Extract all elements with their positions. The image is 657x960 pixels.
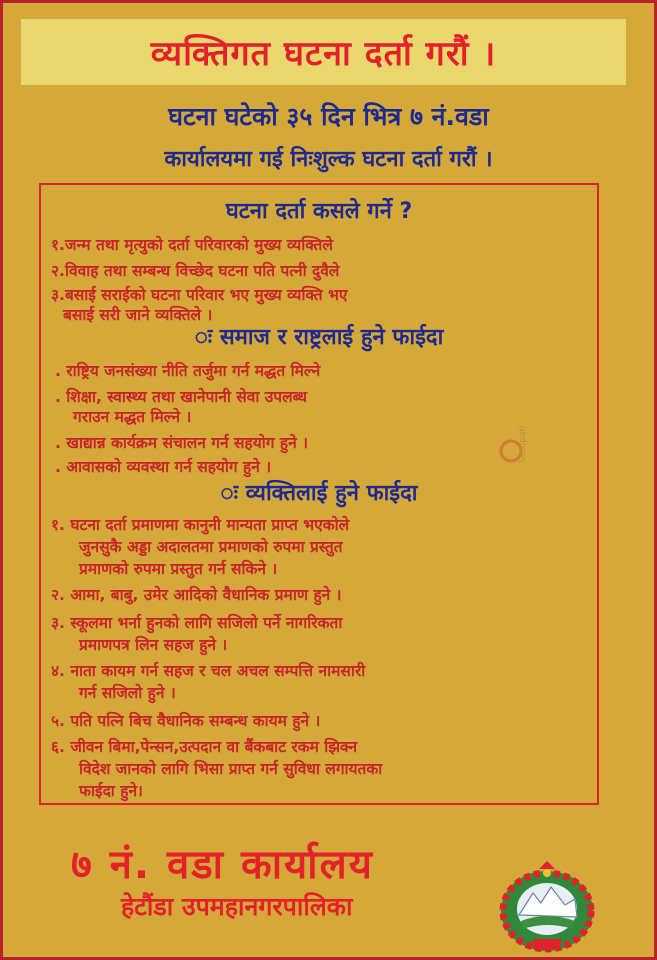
municipality-name: हेटौंडा उपमहानगरपालिका xyxy=(121,892,353,921)
section3-line: प्रमाणको रुपमा प्रस्तुत गर्न सकिने । xyxy=(79,560,278,578)
section3-line: ३. स्कूलमा भर्ना हुनको लागि सजिलो पर्ने नागरिकता xyxy=(51,614,343,632)
section3-line: ६. जीवन बिमा,पेन्सन,उत्पदान वा बैंकबाट रकम झिक्न xyxy=(51,738,358,756)
section3-line: २. आमा, बाबु, उमेर आदिको वैधानिक प्रमाण हुने । xyxy=(51,586,342,604)
watermark-text: Setopati xyxy=(518,425,528,463)
section3-line: ५. पति पत्नि बिच वैधानिक सम्बन्ध कायम हुने । xyxy=(51,712,321,730)
section1-line: २.विवाह तथा सम्बन्ध विच्छेद घटना पति पत्नी दुवैले xyxy=(51,262,340,280)
section2-line: . खाद्यान्न कार्यक्रम संचालन गर्न सहयोग हुने । xyxy=(55,434,308,452)
section3-line: फाईदा हुने। xyxy=(79,782,143,800)
info-box xyxy=(39,183,599,805)
section2-line: . राष्ट्रिय जनसंख्या नीति तर्जुमा गर्न मद्धत मिल्ने xyxy=(55,362,321,380)
subtitle-line-1: घटना घटेको ३५ दिन भित्र ७ नं.वडा xyxy=(168,102,489,131)
ward-office-title: ७ नं. वडा कार्यालय xyxy=(71,842,374,888)
section2-line: . आवासको व्यवस्था गर्न सहयोग हुने । xyxy=(55,458,272,476)
section3-heading: ः व्यक्तिलाई हुने फाईदा xyxy=(220,481,418,506)
subtitle-line-2: कार्यालयमा गई निःशुल्क घटना दर्ता गरौं । xyxy=(164,147,493,172)
section3-line: गर्न सजिलो हुने । xyxy=(79,684,176,702)
section3-line: प्रमाणपत्र लिन सहज हुने । xyxy=(79,636,228,654)
poster-title: व्यक्तिगत घटना दर्ता गरौं । xyxy=(150,34,497,74)
section2-line: . शिक्षा, स्वास्थ्य तथा खानेपानी सेवा उपलब्ध xyxy=(55,388,307,406)
section2-line: गराउन मद्धत मिल्ने । xyxy=(73,408,192,426)
title-banner xyxy=(21,19,626,85)
watermark-logo xyxy=(497,401,537,471)
section1-line: १.जन्म तथा मृत्युको दर्ता परिवारको मुख्य व्यक्तिले xyxy=(51,236,333,254)
section3-line: १. घटना दर्ता प्रमाणमा कानुनी मान्यता प्राप्त भएकोले xyxy=(51,516,350,534)
section2-heading: ः समाज र राष्ट्रलाई हुने फाईदा xyxy=(194,325,444,350)
section1-heading: घटना दर्ता कसले गर्ने ? xyxy=(225,199,413,224)
section3-line: ४. नाता कायम गर्न सहज र चल अचल सम्पत्ति नामसारी xyxy=(51,662,366,680)
section3-line: विदेश जानको लागि भिसा प्राप्त गर्न सुविधा लगायतका xyxy=(79,760,383,778)
nepal-emblem-icon xyxy=(495,859,599,955)
section1-line: बसाई सरी जाने व्यक्तिले । xyxy=(63,306,213,324)
section3-line: जुनसुकै अड्डा अदालतमा प्रमाणको रुपमा प्रस्तुत xyxy=(79,538,343,556)
section1-line: ३.बसाई सराईको घटना परिवार भए मुख्य व्यक्ति भए xyxy=(51,286,348,304)
